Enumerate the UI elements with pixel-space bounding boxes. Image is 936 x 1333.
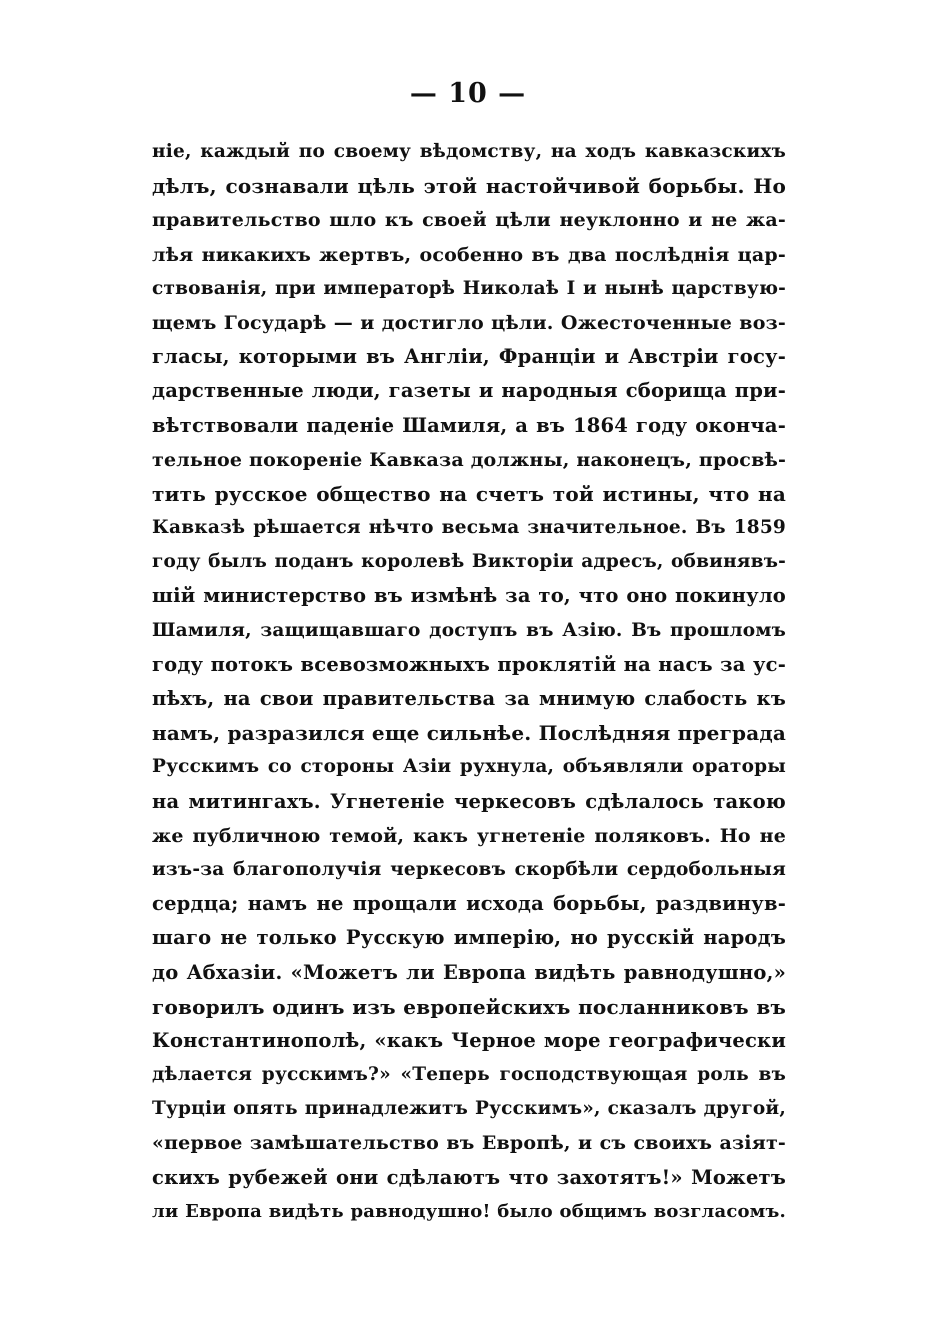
text-line: же публичною темой, какъ угнетеніе поляковъ. Но не xyxy=(152,824,786,847)
text-line: пѣхъ, на свои правительства за мнимую слабость къ xyxy=(152,687,786,710)
text-line: лѣя никакихъ жертвъ, особенно въ два послѣднія цар- xyxy=(152,243,786,266)
text-line: «первое замѣшательство въ Европѣ, и съ своихъ азіят- xyxy=(152,1132,786,1155)
text-line: Турціи опять принадлежитъ Русскимъ», сказалъ другой, xyxy=(152,1098,786,1120)
text-line: правительство шло къ своей цѣли неуклонно и не жа- xyxy=(152,209,786,232)
text-line: изъ-за благополучія черкесовъ скорбѣли сердобольныя xyxy=(152,858,786,880)
text-line: Шамиля, защищавшаго доступъ въ Азію. Въ прошломъ xyxy=(152,619,786,641)
text-line: гласы, которыми въ Англіи, Франціи и Австріи госу- xyxy=(152,345,786,369)
text-line: шій министерство въ измѣнѣ за то, что оно покинуло xyxy=(152,584,786,608)
text-line: щемъ Государѣ — и достигло цѣли. Ожесточенные воз- xyxy=(152,311,786,334)
text-line: ли Европа видѣть равнодушно! было общимъ возгласомъ. xyxy=(152,1200,786,1222)
text-line: тить русское общество на счетъ той истины, что на xyxy=(152,481,786,506)
text-line: вѣтствовали паденіе Шамиля, а въ 1864 году оконча- xyxy=(152,413,786,437)
text-line: на митингахъ. Угнетеніе черкесовъ сдѣлалось такою xyxy=(152,789,786,813)
text-line: до Абхазіи. «Можетъ ли Европа видѣть равнодушно,» xyxy=(152,960,786,984)
text-line: дѣлается русскимъ?» «Теперь господствующая роль въ xyxy=(152,1064,786,1086)
text-line: шаго не только Русскую имперію, но русскій народъ xyxy=(152,926,786,950)
text-line: Кавказѣ рѣшается нѣчто весьма значительное. Въ 1859 xyxy=(152,517,786,539)
text-line: тельное покореніе Кавказа должны, наконецъ, просвѣ- xyxy=(152,448,787,471)
text-line: Русскимъ со стороны Азіи рухнула, объявляли ораторы xyxy=(152,756,786,778)
text-line: году былъ поданъ королевѣ Викторіи адресъ, обвинявъ- xyxy=(152,551,786,573)
text-line: говорилъ одинъ изъ европейскихъ посланниковъ въ xyxy=(152,994,786,1019)
text-line: Константинополѣ, «какъ Черное море географически xyxy=(152,1028,786,1052)
text-line: сердца; намъ не прощали исхода борьбы, раздвинув- xyxy=(152,892,786,916)
text-line: дѣлъ, сознавали цѣль этой настойчивой борьбы. Но xyxy=(152,174,786,199)
text-line: году потокъ всевозможныхъ проклятій на насъ за ус- xyxy=(152,652,786,676)
page-number: — 10 — xyxy=(409,78,527,109)
text-line: дарственные люди, газеты и народныя сборища при- xyxy=(152,379,786,403)
text-line: намъ, разразился еще сильнѣе. Послѣдняя преграда xyxy=(152,721,787,746)
text-line: ствованія, при императорѣ Николаѣ I и нынѣ царствую- xyxy=(152,277,786,299)
text-line: скихъ рубежей они сдѣлаютъ что захотятъ!» Можетъ xyxy=(152,1165,786,1189)
body-text xyxy=(152,135,786,1229)
text-line: ніе, каждый по своему вѣдомству, на ходъ кавказскихъ xyxy=(152,141,786,162)
